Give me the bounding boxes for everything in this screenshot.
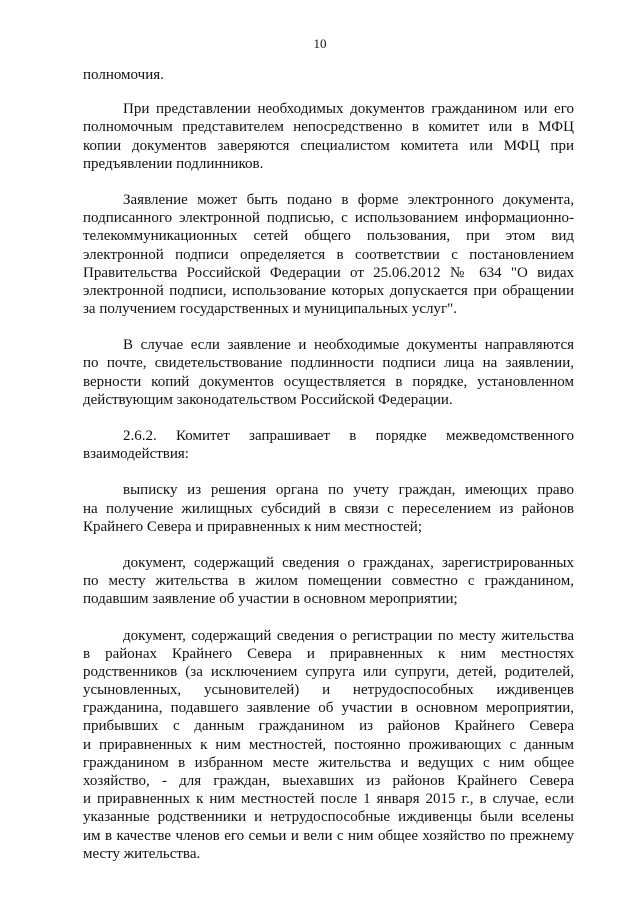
text-line: гражданином в избранном месте жительства и ведущих с ним общее (83, 754, 574, 771)
text-line: усыновленных, усыновителей) и нетрудоспособных иждивенцев (83, 682, 574, 699)
paragraph-section-2-6-2 (83, 427, 574, 463)
text-line: Крайнего Севера и приравненных к ним местностей; (83, 518, 422, 535)
text-line: гражданина, подавшего заявление об участии в основном мероприятии, (83, 700, 574, 717)
text-line: на получение жилищных субсидий в связи с переселением из районов (83, 500, 574, 517)
text-line: месту жительства. (83, 845, 201, 862)
list-item-residence-registration (83, 627, 574, 863)
text-line: выписку из решения органа по учету граждан, имеющих право (123, 482, 574, 499)
list-item-registered-citizens (83, 554, 574, 609)
page-number: 10 (313, 36, 327, 51)
text-line: родственников (за исключением супруга или супруги, детей, родителей, (83, 663, 574, 680)
text-line: в районах Крайнего Севера и приравненных к ним местностях (83, 645, 574, 662)
text-line: телекоммуникационных сетей общего пользования, при этом вид (83, 228, 574, 245)
text-line: документ, содержащий сведения о гражданах, зарегистрированных (123, 554, 574, 571)
text-line: за получением государственных и муниципальных услуг". (83, 301, 458, 318)
text-line: документ, содержащий сведения о регистрации по месту жительства (123, 627, 574, 644)
text-line: Заявление может быть подано в форме электронного документа, (123, 191, 574, 208)
paragraph-document-presentation (83, 100, 574, 173)
text-line: полномочным представителем непосредственно в комитет или в МФЦ (83, 119, 574, 136)
text-line: полномочия. (83, 67, 164, 83)
text-line: указанные родственники и нетрудоспособные иждивенцы были вселены (83, 809, 574, 826)
list-item-subsidy-extract (83, 481, 574, 536)
paragraph-mail-submission (83, 336, 574, 409)
text-line: по почте, свидетельствование подлинности подписи лица на заявлении, (83, 355, 574, 372)
text-line: по месту жительства в жилом помещении совместно с гражданином, (83, 573, 574, 590)
document-body (83, 66, 574, 881)
text-line: действующим законодательством Российской Федерации. (83, 391, 453, 408)
text-line: подавшим заявление об участии в основном мероприятии; (83, 591, 458, 608)
text-line: взаимодействия: (83, 446, 189, 463)
text-line: предъявлении подлинников. (83, 155, 264, 172)
text-line: В случае если заявление и необходимые документы направляются (123, 337, 574, 354)
text-line: копии документов заверяются специалистом комитета или МФЦ при (83, 137, 574, 154)
text-line: хозяйство, - для граждан, выехавших из районов Крайнего Севера (83, 773, 574, 789)
text-line: При представлении необходимых документов гражданином или его (123, 101, 574, 118)
text-line: Правительства Российской Федерации от 25.06.2012 № 634 "О видах (83, 264, 574, 281)
text-line: и приравненных к ним местностей после 1 января 2015 г., в случае, если (83, 791, 574, 808)
paragraph-continuation (83, 66, 574, 84)
text-line: и приравненных к ним местностей, постоянно проживающих с данным (83, 736, 574, 753)
text-line: электронной подписи, использование которых допускается при обращении (83, 282, 574, 299)
paragraph-electronic-application (83, 191, 574, 318)
text-line: подписанного электронной подписью, с использованием информационно- (83, 210, 574, 227)
text-line: электронной подписи определяется в соответствии с постановлением (83, 246, 574, 263)
text-line: им в качестве членов его семьи и вели с ним общее хозяйство по прежнему (83, 827, 574, 844)
text-line: прибывших с данным гражданином из районов Крайнего Севера (83, 718, 574, 735)
text-line: 2.6.2. Комитет запрашивает в порядке межведомственного (123, 428, 574, 444)
text-line: верности копий документов осуществляется в порядке, установленном (83, 373, 574, 390)
